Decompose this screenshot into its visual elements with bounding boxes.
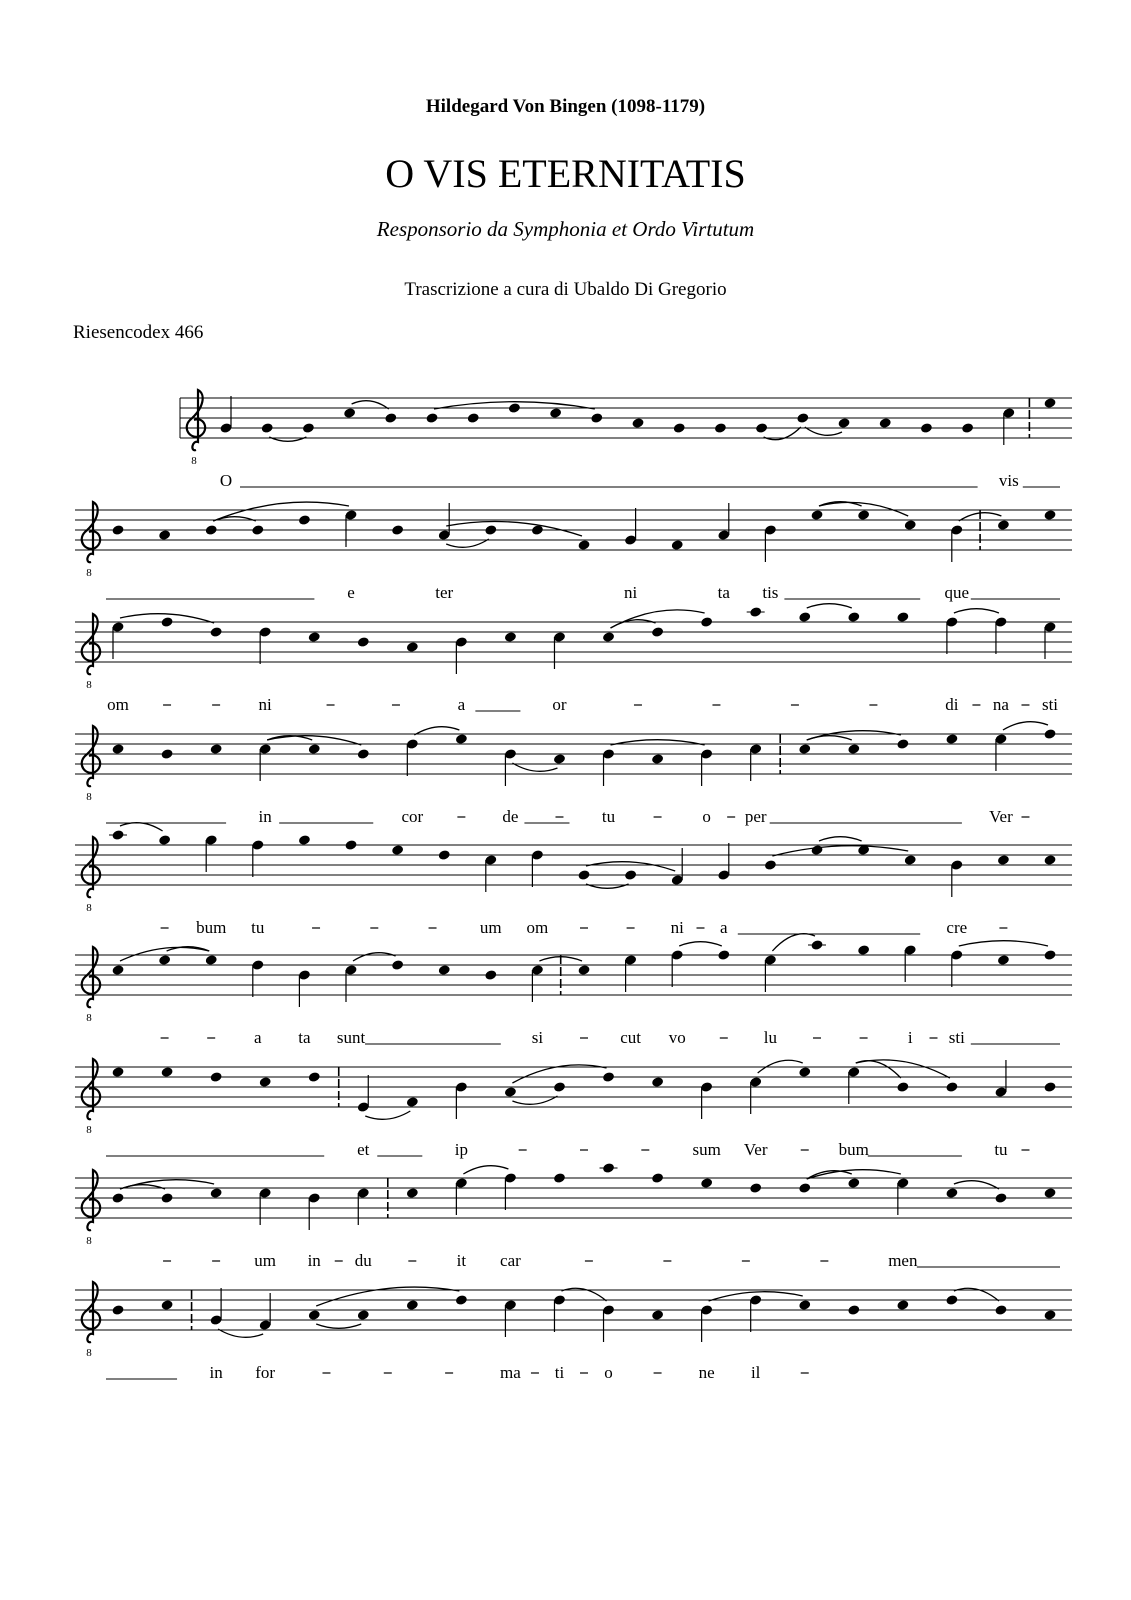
note-head <box>391 844 404 856</box>
note-head <box>357 748 370 760</box>
lyric-syllable: O <box>219 471 233 490</box>
lyric-syllable: ne <box>698 1363 715 1382</box>
note-head <box>553 753 566 765</box>
note-head <box>624 869 637 881</box>
note-head <box>308 1309 321 1321</box>
note-head <box>590 412 603 424</box>
lyric-syllable: cut <box>620 1028 641 1047</box>
note-head <box>1043 397 1056 409</box>
slur <box>353 953 396 961</box>
note-head <box>205 524 218 536</box>
note-head <box>673 422 686 434</box>
note-head <box>406 641 419 653</box>
note-head <box>857 509 870 521</box>
slur <box>120 823 163 831</box>
note-head <box>577 539 590 551</box>
clef-octave-label: 8 <box>86 1347 92 1359</box>
slur <box>807 604 852 608</box>
note-head <box>714 422 727 434</box>
slur <box>954 609 999 613</box>
note-head <box>651 753 664 765</box>
lyric-syllable: e <box>347 583 355 602</box>
lyric-syllable: ip <box>454 1140 468 1159</box>
lyric-syllable: om <box>526 918 549 937</box>
lyric-syllable: ta <box>298 1028 311 1047</box>
note-head <box>111 1192 124 1204</box>
note-head <box>896 1081 909 1093</box>
note-head <box>111 743 124 755</box>
lyric-syllable: que <box>944 583 970 602</box>
lyric-syllable: men <box>888 1251 918 1270</box>
lyric-syllable: de <box>502 807 519 826</box>
note-head <box>896 611 909 623</box>
note-head <box>406 1299 419 1311</box>
note-head <box>1043 1309 1056 1321</box>
note-head <box>671 539 684 551</box>
note-head <box>210 1071 223 1083</box>
note-head <box>1043 854 1056 866</box>
note-head <box>749 1182 762 1194</box>
note-head <box>484 969 497 981</box>
lyric-syllable: ni <box>258 695 272 714</box>
note-head <box>920 422 933 434</box>
lyric-syllable: Ver <box>743 1140 768 1159</box>
treble-clef-icon <box>82 947 100 1007</box>
note-head <box>798 743 811 755</box>
note-head <box>205 954 218 966</box>
note-head <box>508 402 521 414</box>
note-head <box>837 417 850 429</box>
lyric-syllable: sunt <box>336 1028 366 1047</box>
lyric-syllable: o <box>702 807 711 826</box>
note-head <box>994 1304 1007 1316</box>
treble-clef-icon <box>82 1282 100 1342</box>
treble-clef-icon <box>82 1059 100 1119</box>
note-head <box>577 869 590 881</box>
note-head <box>577 964 590 976</box>
lyric-syllable: lu <box>763 1028 778 1047</box>
slur <box>213 502 349 521</box>
lyric-syllable: um <box>479 918 502 937</box>
note-head <box>810 509 823 521</box>
clef-octave-label: 8 <box>86 791 92 803</box>
note-head <box>798 1066 811 1078</box>
note-head <box>158 834 171 846</box>
lyric-syllable: a <box>457 695 466 714</box>
note-head <box>504 631 517 643</box>
note-head <box>357 636 370 648</box>
note-head <box>847 1304 860 1316</box>
slur <box>365 1111 410 1119</box>
slur <box>819 837 862 841</box>
lyric-syllable: sum <box>692 1140 721 1159</box>
clef-octave-label: 8 <box>86 567 92 579</box>
lyric-syllable: ni <box>670 918 684 937</box>
slur <box>611 610 705 628</box>
lyric-syllable: um <box>254 1251 277 1270</box>
piece-subtitle: Responsorio da Symphonia et Ordo Virtutum <box>376 217 755 241</box>
lyric-syllable: tu <box>601 807 616 826</box>
note-head <box>945 1081 958 1093</box>
clef-octave-label: 8 <box>86 1124 92 1136</box>
note-head <box>111 829 124 841</box>
note-head <box>997 854 1010 866</box>
note-head <box>425 412 438 424</box>
note-head <box>357 1309 370 1321</box>
treble-clef-icon <box>82 837 100 897</box>
note-head <box>484 524 497 536</box>
note-head <box>945 733 958 745</box>
note-head <box>961 422 974 434</box>
note-head <box>764 859 777 871</box>
lyric-syllable: a <box>720 918 728 937</box>
lyric-syllable: et <box>357 1140 370 1159</box>
note-head <box>700 616 713 628</box>
lyric-syllable: ta <box>717 583 730 602</box>
note-head <box>997 519 1010 531</box>
note-head <box>553 1172 566 1184</box>
lyric-syllable: sti <box>948 1028 965 1047</box>
lyric-syllable: si <box>531 1028 544 1047</box>
piece-title: O VIS ETERNITATIS <box>385 151 746 196</box>
note-head <box>308 1071 321 1083</box>
slur <box>463 1166 508 1174</box>
note-head <box>857 944 870 956</box>
note-head <box>391 524 404 536</box>
note-head <box>549 407 562 419</box>
note-head <box>1043 949 1056 961</box>
note-head <box>749 606 762 618</box>
lyric-syllable: per <box>744 807 767 826</box>
lyric-syllable: o <box>604 1363 613 1382</box>
note-head <box>847 743 860 755</box>
note-head <box>384 412 397 424</box>
note-head <box>302 422 315 434</box>
note-head <box>298 514 311 526</box>
note-head <box>160 1192 173 1204</box>
note-head <box>438 964 451 976</box>
note-head <box>1043 509 1056 521</box>
note-head <box>810 844 823 856</box>
note-head <box>904 854 917 866</box>
note-head <box>111 1304 124 1316</box>
lyric-syllable: tu <box>251 918 265 937</box>
note-head <box>796 412 809 424</box>
note-head <box>798 611 811 623</box>
lyric-syllable: du <box>354 1251 372 1270</box>
note-head <box>798 1299 811 1311</box>
lyric-syllable: ter <box>435 583 454 602</box>
note-head <box>553 1081 566 1093</box>
lyric-syllable: i <box>907 1028 913 1047</box>
lyric-syllable: bum <box>838 1140 869 1159</box>
note-head <box>343 407 356 419</box>
note-head <box>631 417 644 429</box>
note-head <box>308 743 321 755</box>
source-reference: Riesencodex 466 <box>73 322 204 343</box>
lyric-syllable: tu <box>994 1140 1008 1159</box>
slur <box>772 934 815 951</box>
note-head <box>251 524 264 536</box>
transcriber-credit: Trascrizione a cura di Ubaldo Di Gregorio <box>404 279 727 300</box>
clef-octave-label: 8 <box>86 1012 92 1024</box>
clef-octave-label: 8 <box>86 1235 92 1247</box>
slur <box>807 731 901 740</box>
note-head <box>210 626 223 638</box>
note-head <box>810 939 823 951</box>
note-head <box>651 1172 664 1184</box>
note-head <box>997 954 1010 966</box>
slur <box>856 1061 901 1078</box>
lyric-syllable: na <box>992 695 1009 714</box>
lyric-syllable: in <box>307 1251 321 1270</box>
lyric-syllable: om <box>107 695 129 714</box>
treble-clef-icon <box>82 1170 100 1230</box>
lyric-syllable: in <box>209 1363 223 1382</box>
clef-octave-label: 8 <box>191 455 197 467</box>
note-head <box>455 733 468 745</box>
lyric-syllable: vo <box>668 1028 686 1047</box>
note-head <box>160 1299 173 1311</box>
note-head <box>406 1187 419 1199</box>
note-head <box>111 1066 124 1078</box>
lyric-syllable: a <box>254 1028 262 1047</box>
note-head <box>700 1177 713 1189</box>
lyric-syllable: ti <box>554 1363 565 1382</box>
note-head <box>438 849 451 861</box>
note-head <box>504 1086 517 1098</box>
slur <box>586 862 675 871</box>
lyric-syllable: cre <box>946 918 968 937</box>
note-head <box>896 738 909 750</box>
slur <box>679 942 722 946</box>
note-head <box>651 1076 664 1088</box>
treble-clef-icon <box>82 502 100 562</box>
note-head <box>717 949 730 961</box>
lyric-syllable: di <box>945 695 959 714</box>
note-head <box>847 1177 860 1189</box>
clef-octave-label: 8 <box>86 679 92 691</box>
note-head <box>651 626 664 638</box>
note-head <box>847 611 860 623</box>
treble-clef-icon <box>82 614 100 674</box>
composer: Hildegard Von Bingen (1098-1179) <box>425 96 706 117</box>
note-head <box>158 954 171 966</box>
note-head <box>160 616 173 628</box>
note-head <box>1043 728 1056 740</box>
note-head <box>602 1071 615 1083</box>
note-head <box>602 631 615 643</box>
note-head <box>994 1192 1007 1204</box>
note-head <box>896 1299 909 1311</box>
lyric-syllable: sti <box>1041 695 1059 714</box>
treble-clef-icon <box>82 726 100 786</box>
note-head <box>455 1294 468 1306</box>
note-head <box>298 834 311 846</box>
treble-clef-icon <box>187 390 205 450</box>
lyric-syllable: bum <box>196 918 227 937</box>
slur <box>772 846 908 856</box>
note-head <box>945 1294 958 1306</box>
slur <box>316 1324 361 1328</box>
clef-octave-label: 8 <box>86 902 92 914</box>
slur <box>959 941 1048 946</box>
note-head <box>308 631 321 643</box>
note-head <box>406 1096 419 1108</box>
lyric-syllable: or <box>552 695 567 714</box>
note-head <box>344 839 357 851</box>
note-head <box>111 524 124 536</box>
lyric-syllable: car <box>500 1251 521 1270</box>
note-head <box>904 519 917 531</box>
note-head <box>602 1162 615 1174</box>
note-head <box>111 964 124 976</box>
slur <box>1003 722 1048 730</box>
note-head <box>467 412 480 424</box>
lyric-syllable: cor <box>401 807 424 826</box>
lyric-syllable: ni <box>623 583 638 602</box>
note-head <box>798 1182 811 1194</box>
note-head <box>879 417 892 429</box>
note-head <box>391 959 404 971</box>
note-head <box>945 1187 958 1199</box>
lyric-syllable: il <box>750 1363 761 1382</box>
note-head <box>651 1309 664 1321</box>
note-head <box>160 1066 173 1078</box>
slur <box>446 521 582 536</box>
slur <box>856 1060 950 1078</box>
note-head <box>261 422 274 434</box>
lyric-syllable: in <box>258 807 272 826</box>
note-head <box>259 1076 272 1088</box>
note-head <box>755 422 768 434</box>
lyric-syllable: Ver <box>989 807 1013 826</box>
note-head <box>1043 1187 1056 1199</box>
note-head <box>210 743 223 755</box>
note-head <box>160 748 173 760</box>
lyric-syllable: ma <box>500 1363 521 1382</box>
lyric-syllable: vis <box>998 471 1019 490</box>
lyric-syllable: it <box>456 1251 467 1270</box>
note-head <box>158 529 171 541</box>
lyric-syllable: for <box>255 1363 276 1382</box>
lyric-syllable: tis <box>762 583 779 602</box>
note-head <box>210 1187 223 1199</box>
slur <box>512 1065 606 1083</box>
note-head <box>1043 1081 1056 1093</box>
